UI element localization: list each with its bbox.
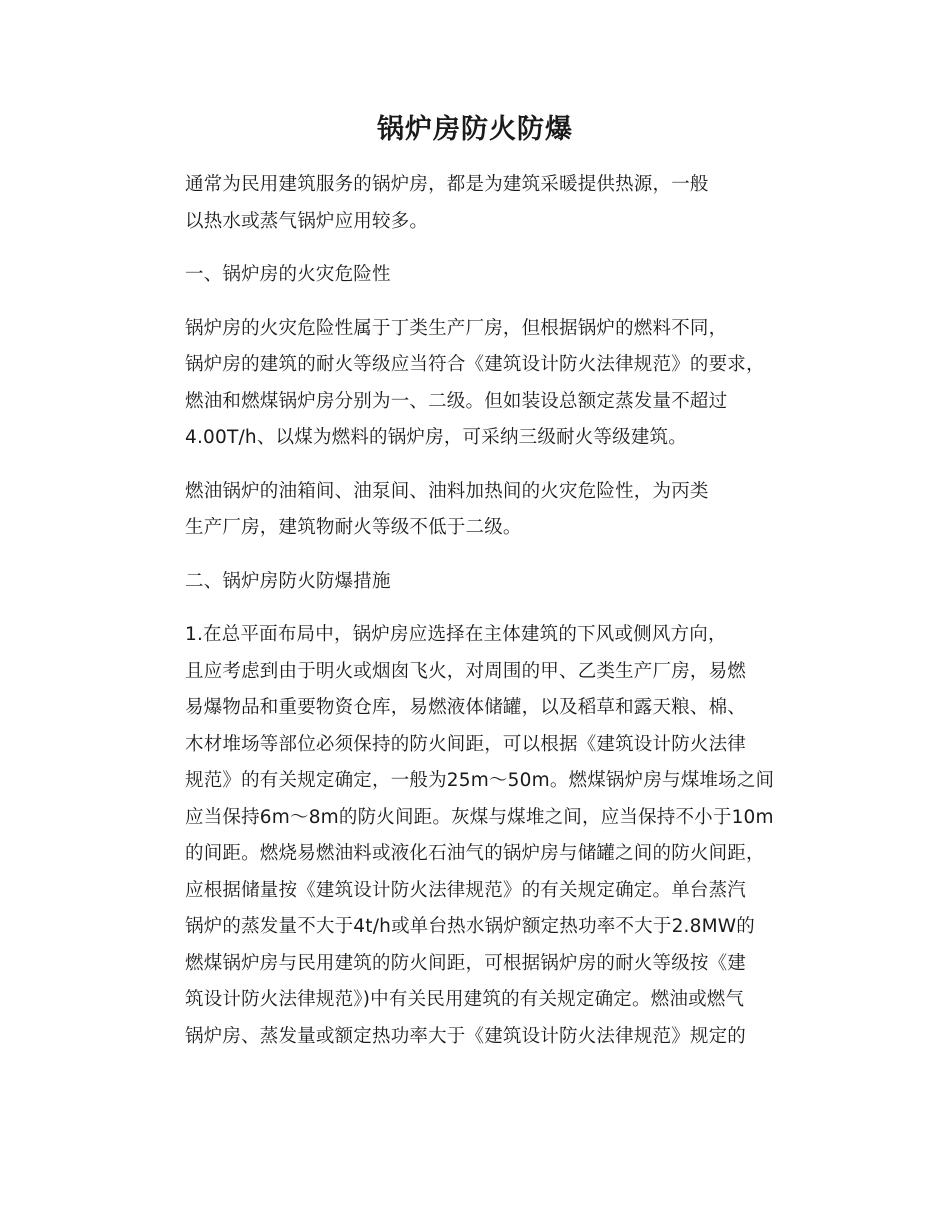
text-line: 锅炉房的建筑的耐火等级应当符合《建筑设计防火法律规范》的要求，	[185, 354, 765, 375]
text-line: 锅炉房、蒸发量或额定热功率大于《建筑设计防火法律规范》规定的	[185, 1025, 747, 1047]
text-line: 以热水或蒸气锅炉应用较多。	[185, 210, 429, 232]
body-paragraph	[141, 474, 805, 547]
text-line: 生产厂房，建筑物耐火等级不低于二级。	[185, 517, 522, 538]
text-line: 易爆物品和重要物资仓库，易燃液体储罐，以及稻草和露天粮、棉、	[185, 697, 747, 718]
document-body	[141, 167, 805, 1072]
text-line: 1.在总平面布局中，锅炉房应选择在主体建筑的下风或侧风方向，	[185, 624, 727, 645]
text-line: 燃油锅炉的油箱间、油泵间、油料加热间的火灾危险性，为丙类	[185, 480, 709, 502]
text-line: 应当保持6m～8m的防火间距。灰煤与煤堆之间，应当保持不小于10m	[185, 806, 774, 828]
document-title: 锅炉房防火防爆	[377, 114, 573, 145]
text-line: 通常为民用建筑服务的锅炉房，都是为建筑采暖提供热源，一般	[185, 174, 709, 195]
body-paragraph	[141, 617, 805, 1055]
text-line: 规范》的有关规定确定，一般为25m～50m。燃煤锅炉房与煤堆场之间	[185, 770, 775, 791]
text-line: 燃煤锅炉房与民用建筑的防火间距，可根据锅炉房的耐火等级按《建	[185, 952, 747, 974]
text-line: 锅炉房的火灾危险性属于丁类生产厂房，但根据锅炉的燃料不同，	[185, 317, 728, 339]
text-line: 且应考虑到由于明火或烟囱飞火，对周围的甲、乙类生产厂房，易燃	[185, 660, 747, 682]
text-line: 木材堆场等部位必须保持的防火间距，可以根据《建筑设计防火法律	[185, 733, 747, 755]
text-line: 一、锅炉房的火灾危险性	[185, 264, 391, 285]
section-heading	[141, 257, 805, 294]
text-line: 锅炉的蒸发量不大于4t/h或单台热水锅炉额定热功率不大于2.8MW的	[185, 916, 755, 937]
body-paragraph	[141, 311, 805, 457]
body-paragraph	[141, 167, 805, 240]
section-heading	[141, 564, 805, 601]
text-line: 筑设计防火法律规范》)中有关民用建筑的有关规定确定。燃油或燃气	[185, 989, 745, 1010]
text-line: 的间距。燃烧易燃油料或液化石油气的锅炉房与储罐之间的防火间距，	[185, 843, 765, 864]
text-line: 二、锅炉房防火防爆措施	[185, 570, 391, 592]
text-line: 燃油和燃煤锅炉房分别为一、二级。但如装设总额定蒸发量不超过	[185, 390, 728, 412]
text-line: 4.00T/h、以煤为燃料的锅炉房，可采纳三级耐火等级建筑。	[185, 427, 687, 448]
text-line: 应根据储量按《建筑设计防火法律规范》的有关规定确定。单台蒸汽	[185, 879, 747, 901]
